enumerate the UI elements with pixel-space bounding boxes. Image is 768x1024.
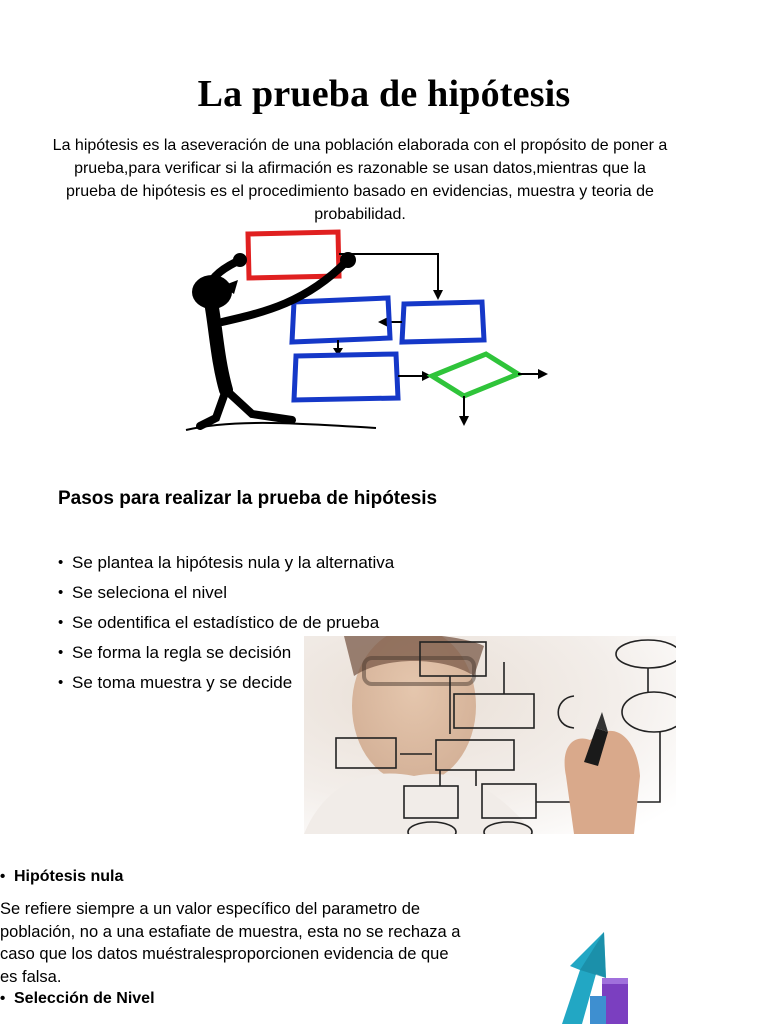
intro-paragraph: La hipótesis es la aseveración de una población elaborada con el propósito de poner a prueba,para verificar si la afirmación es razonable se usan datos,mientras que la prueba de hipótesis es el procedimiento basado en evidencias, muestra y teoria de probabilidad. [52, 137, 668, 223]
stick-figure-flowchart-icon [176, 222, 556, 434]
list-item [58, 578, 478, 608]
bullet-icon: • [0, 990, 6, 1007]
nula-heading-text: Hipótesis nula [14, 868, 124, 885]
bullet-icon: • [58, 584, 64, 601]
steps-heading: Pasos para realizar la prueba de hipótesis [58, 488, 438, 509]
bullet-icon: • [58, 614, 64, 631]
step-text: Se toma muestra y se decide [72, 673, 293, 692]
bullet-icon: • [0, 868, 6, 885]
page-title: La prueba de hipótesis [197, 73, 571, 115]
nivel-heading [0, 990, 155, 1008]
step-text: Se seleciona el nivel [72, 583, 227, 602]
step-text: Se odentifica el estadístico de de prueba [72, 613, 380, 632]
rising-arrow-bars-icon [560, 930, 640, 1024]
nula-paragraph: Se refiere siempre a un valor específico del parametro de población, no a una estafiate de muestra, esta no se rechaza a caso que los datos muéstralesproporcionen evidencia de que es falsa. [0, 900, 461, 986]
list-item [58, 608, 478, 638]
nivel-heading-text: Selección de Nivel [14, 990, 155, 1007]
bullet-icon: • [58, 644, 64, 661]
bullet-icon: • [58, 554, 64, 571]
step-text: Se plantea la hipótesis nula y la alternativa [72, 553, 395, 572]
list-item [58, 548, 478, 578]
bullet-icon: • [58, 674, 64, 691]
hand-drawing-flowchart-photo-icon [304, 636, 676, 834]
step-text: Se forma la regla se decisión [72, 643, 292, 662]
nula-heading [0, 868, 123, 886]
